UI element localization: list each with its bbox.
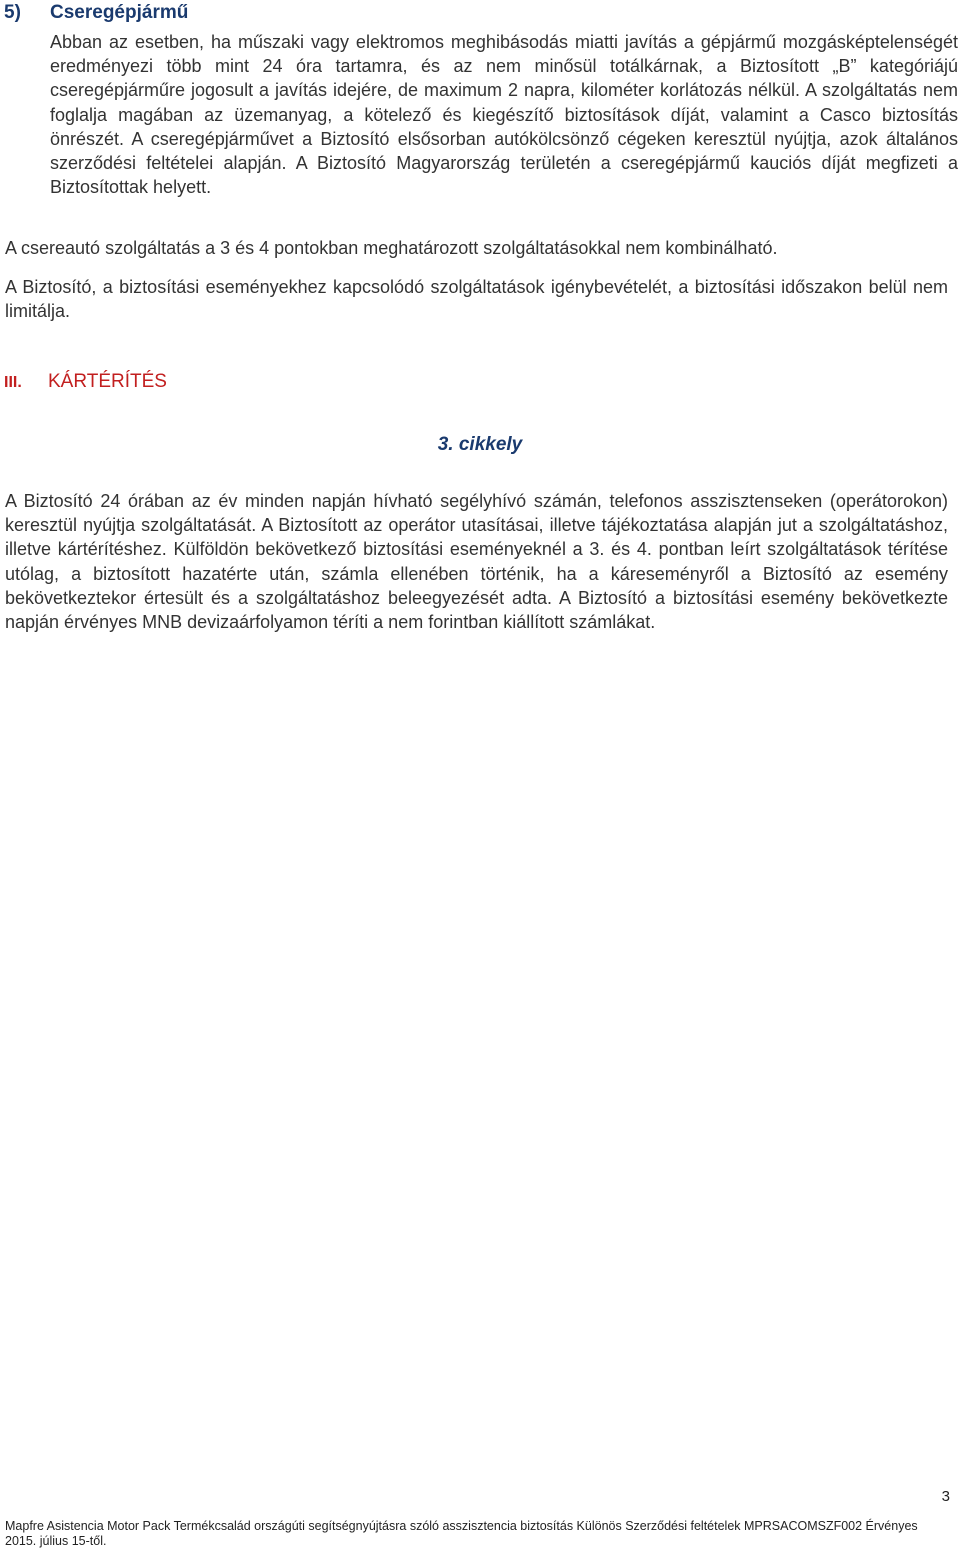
chapter-title: KÁRTÉRÍTÉS: [48, 371, 167, 392]
page-footer: Mapfre Asistencia Motor Pack Termékcsalád országúti segítségnyújtásra szóló asszisztencia biztosítás Különös Szerződési feltételek MPRSACOMSZF002 Érvényes 2015. július 15-től.: [5, 1519, 918, 1548]
chapter-number: III.: [4, 374, 22, 391]
chapter-heading: [4, 371, 167, 393]
paragraph-replacement-vehicle: Abban az esetben, ha műszaki vagy elektromos meghibásodás miatti javítás a gépjármű mozgásképtelenségét eredményezi több mint 24 óra tartamra, és az nem minősül totálkárnak, a Biztosított „B” kategóriájú cseregépjárműre jogosult a javítás idejére, de maximum 2 napra, kilométer korlátozás nélkül. A szolgáltatás nem foglalja magában az üzemanyag, a kötelező és kiegészítő biztosítások díját, valamint a Casco biztosítás önrészét. A cseregépjárművet a Biztosító elsősorban autókölcsönző cégeken keresztül nyújtja, azok általános szerződési feltételei alapján. A Biztosító Magyarország területén a cseregépjármű kauciós díját megfizeti a Biztosítottak helyett.: [50, 32, 958, 198]
section-title: Cseregépjármű: [50, 2, 189, 23]
paragraph-combination-note: A csereautó szolgáltatás a 3 és 4 pontokban meghatározott szolgáltatásokkal nem kombinálható.: [5, 238, 778, 258]
section-number: 5): [4, 2, 21, 23]
paragraph-compensation: A Biztosító 24 órában az év minden napján hívható segélyhívó számán, telefonos asszisztenseken (operátorokon) keresztül nyújtja szolgáltatását. A Biztosított az operátor utasításai, illetve tájékoztatása alapján jut a szolgáltatáshoz, illetve kártérítéshez. Külföldön bekövetkező biztosítási eseményeknél a 3. és 4. pontban leírt szolgáltatások térítése utólag, a biztosított hazatérte után, számla ellenében történik, ha a káreseményről a Biztosító az esemény bekövetkeztekor értesült és a szolgáltatáshoz beleegyezését adta. A Biztosító a biztosítási esemény bekövetkezte napján érvényes MNB devizaárfolyamon téríti a nem forintban kiállított számlákat.: [5, 491, 948, 633]
article-title: 3. cikkely: [437, 434, 523, 455]
section-heading: [4, 2, 188, 24]
page-number: 3: [941, 1488, 950, 1505]
paragraph-limit-note: A Biztosító, a biztosítási eseményekhez kapcsolódó szolgáltatások igénybevételét, a biztosítási időszakon belül nem limitálja.: [5, 277, 948, 322]
